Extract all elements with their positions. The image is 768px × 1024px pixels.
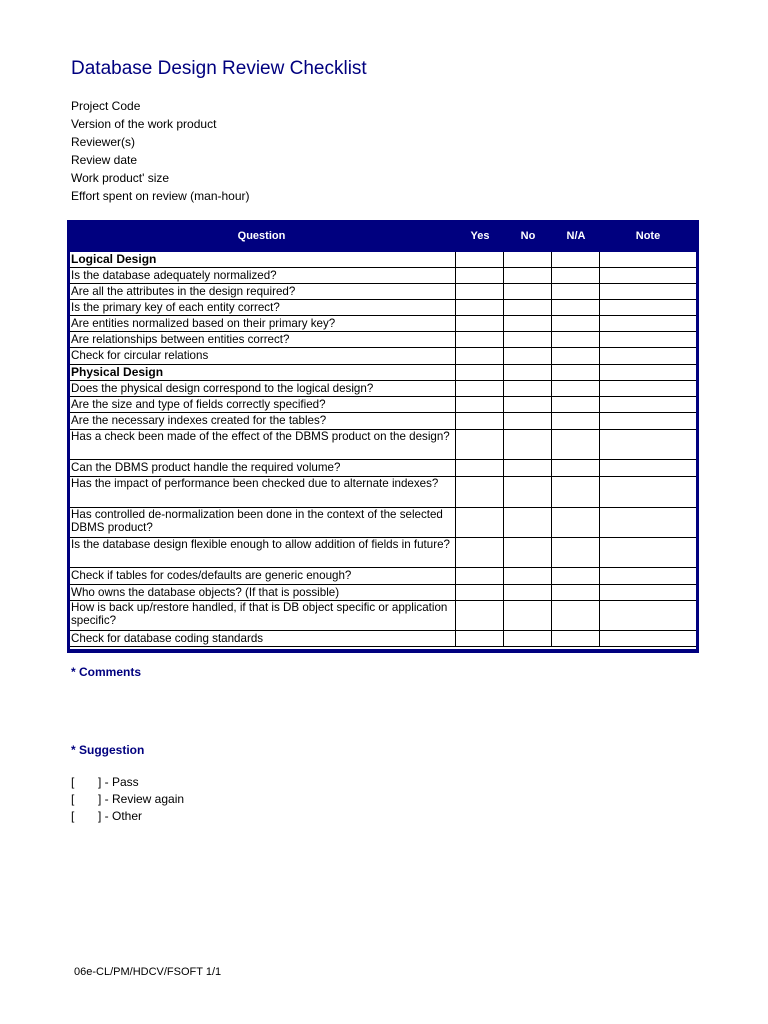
table-row: [70, 284, 696, 300]
question-text: Is the primary key of each entity correct?: [70, 300, 456, 315]
answer-na-cell[interactable]: [552, 477, 600, 507]
section-row: [70, 365, 696, 381]
table-header: [67, 220, 699, 252]
answer-yes-cell[interactable]: [456, 601, 504, 630]
note-cell[interactable]: [600, 413, 696, 429]
question-text: Does the physical design correspond to the logical design?: [70, 381, 456, 396]
section-row: [70, 252, 696, 268]
question-text: Who owns the database objects? (If that is possible): [70, 585, 456, 600]
table-row: [70, 477, 696, 508]
answer-no-cell[interactable]: [504, 268, 552, 283]
meta-effort: Effort spent on review (man-hour): [71, 189, 250, 203]
section-heading: Logical Design: [70, 252, 456, 267]
table-row: [70, 538, 696, 568]
answer-no-cell[interactable]: [504, 460, 552, 476]
answer-na-cell[interactable]: [552, 252, 600, 267]
meta-review-date: Review date: [71, 153, 138, 167]
meta-project-code: Project Code: [71, 99, 141, 113]
page-title: Database Design Review Checklist: [71, 58, 367, 79]
table-row: [70, 568, 696, 585]
header-yes: Yes: [470, 230, 490, 242]
table-row: [70, 508, 696, 538]
answer-yes-cell[interactable]: [456, 477, 504, 507]
table-row: [70, 460, 696, 477]
answer-no-cell[interactable]: [504, 365, 552, 380]
note-cell[interactable]: [600, 268, 696, 283]
table-row: [70, 413, 696, 430]
answer-yes-cell[interactable]: [456, 381, 504, 396]
note-cell[interactable]: [600, 631, 696, 646]
question-text: Are the necessary indexes created for the tables?: [70, 413, 456, 429]
answer-na-cell[interactable]: [552, 268, 600, 283]
answer-yes-cell[interactable]: [456, 300, 504, 315]
meta-version: Version of the work product: [71, 117, 217, 131]
question-text: Has controlled de-normalization been done in the context of the selected DBMS product?: [70, 508, 456, 537]
question-text: Can the DBMS product handle the required volume?: [70, 460, 456, 476]
table-row: [70, 631, 696, 647]
answer-na-cell[interactable]: [552, 413, 600, 429]
meta-fields: [71, 97, 250, 205]
answer-na-cell[interactable]: [552, 365, 600, 380]
answer-yes-cell[interactable]: [456, 268, 504, 283]
header-note: Note: [635, 230, 661, 242]
note-cell[interactable]: [600, 348, 696, 364]
answer-no-cell[interactable]: [504, 413, 552, 429]
table-row: [70, 316, 696, 332]
answer-no-cell[interactable]: [504, 568, 552, 584]
note-cell[interactable]: [600, 585, 696, 600]
option-label: ] - Review again: [98, 792, 185, 806]
answer-na-cell[interactable]: [552, 284, 600, 299]
question-text: Check if tables for codes/defaults are generic enough?: [70, 568, 456, 584]
table-row: [70, 332, 696, 348]
answer-no-cell[interactable]: [504, 631, 552, 646]
question-text: Has the impact of performance been checked due to alternate indexes?: [70, 477, 456, 507]
table-row: [70, 601, 696, 631]
question-text: Are entities normalized based on their primary key?: [70, 316, 456, 331]
question-text: Are all the attributes in the design required?: [70, 284, 456, 299]
answer-no-cell[interactable]: [504, 585, 552, 600]
answer-no-cell[interactable]: [504, 252, 552, 267]
answer-no-cell[interactable]: [504, 316, 552, 331]
answer-no-cell[interactable]: [504, 332, 552, 347]
answer-yes-cell[interactable]: [456, 365, 504, 380]
table-row: [70, 268, 696, 284]
answer-yes-cell[interactable]: [456, 348, 504, 364]
question-text: Is the database design flexible enough to allow addition of fields in future?: [70, 538, 456, 567]
answer-yes-cell[interactable]: [456, 252, 504, 267]
answer-no-cell[interactable]: [504, 284, 552, 299]
note-cell[interactable]: [600, 381, 696, 396]
answer-no-cell[interactable]: [504, 508, 552, 537]
question-text: Is the database adequately normalized?: [70, 268, 456, 283]
answer-na-cell[interactable]: [552, 300, 600, 315]
header-question: Question: [237, 230, 286, 242]
note-cell[interactable]: [600, 538, 696, 567]
answer-no-cell[interactable]: [504, 538, 552, 567]
answer-na-cell[interactable]: [552, 568, 600, 584]
meta-work-product-size: Work product' size: [71, 171, 170, 185]
answer-yes-cell[interactable]: [456, 430, 504, 459]
question-text: Are the size and type of fields correctly specified?: [70, 397, 456, 412]
note-cell[interactable]: [600, 300, 696, 315]
option-label: ] - Pass: [98, 775, 139, 789]
answer-na-cell[interactable]: [552, 332, 600, 347]
note-cell[interactable]: [600, 397, 696, 412]
checklist-table: [67, 220, 699, 653]
note-cell[interactable]: [600, 316, 696, 331]
answer-yes-cell[interactable]: [456, 413, 504, 429]
answer-na-cell[interactable]: [552, 601, 600, 630]
answer-na-cell[interactable]: [552, 585, 600, 600]
table-body: [70, 252, 696, 649]
answer-yes-cell[interactable]: [456, 332, 504, 347]
answer-yes-cell[interactable]: [456, 397, 504, 412]
answer-no-cell[interactable]: [504, 477, 552, 507]
option-bracket: [: [71, 809, 75, 823]
answer-no-cell[interactable]: [504, 381, 552, 396]
table-row: [70, 430, 696, 460]
answer-yes-cell[interactable]: [456, 460, 504, 476]
answer-no-cell[interactable]: [504, 430, 552, 459]
footer-code: 06e-CL/PM/HDCV/FSOFT 1/1: [74, 966, 222, 978]
answer-no-cell[interactable]: [504, 601, 552, 630]
option-bracket: [: [71, 792, 75, 806]
note-cell[interactable]: [600, 460, 696, 476]
answer-yes-cell[interactable]: [456, 568, 504, 584]
table-row: [70, 300, 696, 316]
note-cell[interactable]: [600, 284, 696, 299]
table-row: [70, 585, 696, 601]
answer-yes-cell[interactable]: [456, 538, 504, 567]
note-cell[interactable]: [600, 365, 696, 380]
question-text: How is back up/restore handled, if that is DB object specific or application specific?: [70, 601, 456, 630]
answer-na-cell[interactable]: [552, 460, 600, 476]
answer-no-cell[interactable]: [504, 300, 552, 315]
header-no: No: [520, 230, 536, 242]
option-bracket: [: [71, 775, 75, 789]
answer-na-cell[interactable]: [552, 316, 600, 331]
answer-na-cell[interactable]: [552, 397, 600, 412]
option-label: ] - Other: [98, 809, 143, 823]
note-cell[interactable]: [600, 332, 696, 347]
meta-reviewers: Reviewer(s): [71, 135, 136, 149]
answer-no-cell[interactable]: [504, 397, 552, 412]
answer-na-cell[interactable]: [552, 631, 600, 646]
answer-yes-cell[interactable]: [456, 508, 504, 537]
section-heading: Physical Design: [70, 365, 456, 380]
answer-yes-cell[interactable]: [456, 316, 504, 331]
question-text: Check for circular relations: [70, 348, 456, 364]
header-na: N/A: [566, 230, 586, 242]
answer-yes-cell[interactable]: [456, 585, 504, 600]
note-cell[interactable]: [600, 568, 696, 584]
note-cell[interactable]: [600, 601, 696, 630]
table-row: [70, 348, 696, 365]
note-cell[interactable]: [600, 252, 696, 267]
answer-na-cell[interactable]: [552, 430, 600, 459]
note-cell[interactable]: [600, 508, 696, 537]
answer-na-cell[interactable]: [552, 508, 600, 537]
answer-na-cell[interactable]: [552, 538, 600, 567]
table-row: [70, 381, 696, 397]
answer-yes-cell[interactable]: [456, 631, 504, 646]
question-text: Check for database coding standards: [70, 631, 456, 646]
answer-yes-cell[interactable]: [456, 284, 504, 299]
note-cell[interactable]: [600, 477, 696, 507]
suggestion-label: * Suggestion: [71, 743, 145, 757]
comments-label: * Comments: [71, 665, 142, 679]
answer-na-cell[interactable]: [552, 348, 600, 364]
table-row: [70, 397, 696, 413]
answer-na-cell[interactable]: [552, 381, 600, 396]
question-text: Are relationships between entities correct?: [70, 332, 456, 347]
answer-no-cell[interactable]: [504, 348, 552, 364]
question-text: Has a check been made of the effect of the DBMS product on the design?: [70, 430, 456, 459]
note-cell[interactable]: [600, 430, 696, 459]
